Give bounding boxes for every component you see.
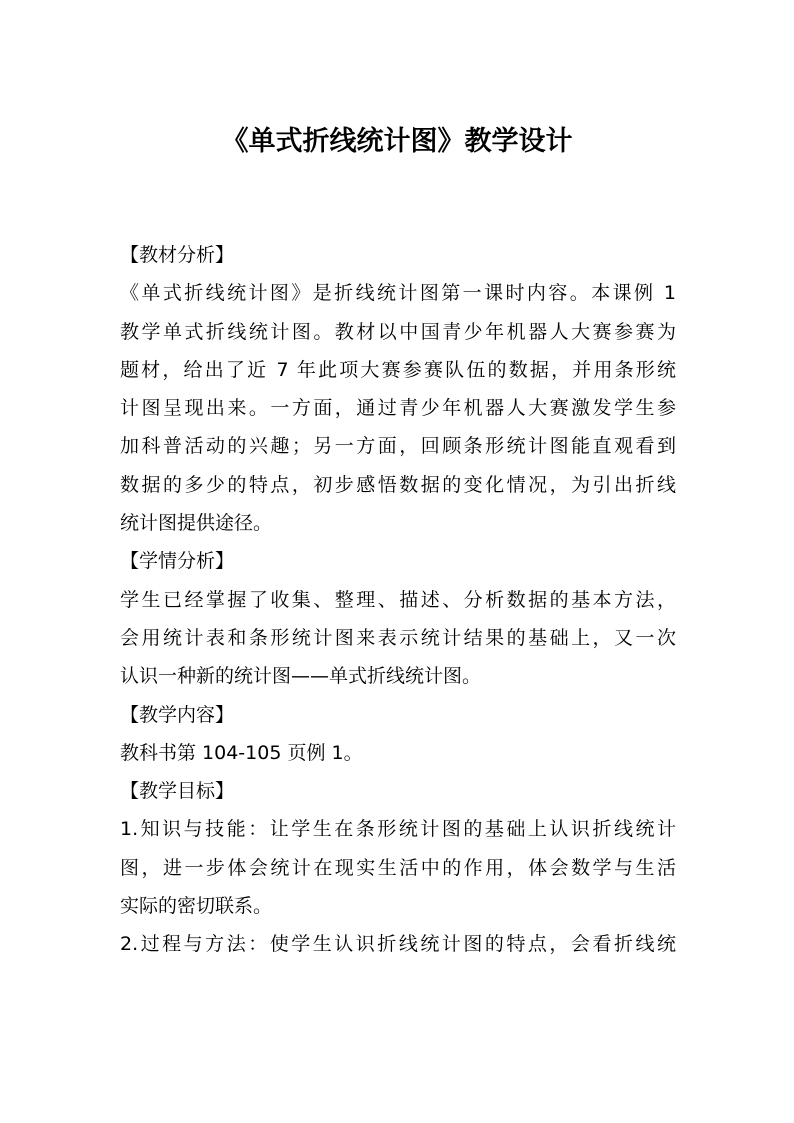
text-line: 《单式折线统计图》是折线统计图第一课时内容。本课例 1: [120, 282, 676, 305]
text-line: 教学单式折线统计图。教材以中国青少年机器人大赛参赛为: [120, 320, 676, 343]
text-line: 【教学内容】: [120, 703, 235, 726]
text-line: 学生已经掌握了收集、整理、描述、分析数据的基本方法，: [120, 588, 676, 611]
text-line: 1.知识与技能：让学生在条形统计图的基础上认识折线统计: [120, 818, 676, 841]
text-line: 认识一种新的统计图——单式折线统计图。: [120, 665, 482, 688]
text-line: 会用统计表和条形统计图来表示统计结果的基础上，又一次: [120, 626, 676, 649]
text-line: 【教材分析】: [120, 244, 235, 266]
document-body: [120, 236, 676, 964]
text-line: 【教学目标】: [120, 780, 235, 803]
document-title: 《单式折线统计图》教学设计: [221, 126, 573, 157]
text-line: 实际的密切联系。: [120, 895, 273, 918]
text-line: 统计图提供途径。: [120, 512, 273, 535]
text-line: 2.过程与方法：使学生认识折线统计图的特点，会看折线统: [120, 933, 676, 956]
text-line: 计图呈现出来。一方面，通过青少年机器人大赛激发学生参: [120, 397, 676, 420]
text-line: 数据的多少的特点，初步感悟数据的变化情况，为引出折线: [120, 473, 676, 496]
text-line: 图，进一步体会统计在现实生活中的作用，体会数学与生活: [120, 856, 676, 879]
text-line: 【学情分析】: [120, 550, 235, 573]
text-line: 加科普活动的兴趣；另一方面，回顾条形统计图能直观看到: [120, 435, 676, 458]
text-line: 教科书第 104-105 页例 1。: [120, 741, 363, 764]
text-line: 题材，给出了近 7 年此项大赛参赛队伍的数据，并用条形统: [120, 358, 676, 381]
